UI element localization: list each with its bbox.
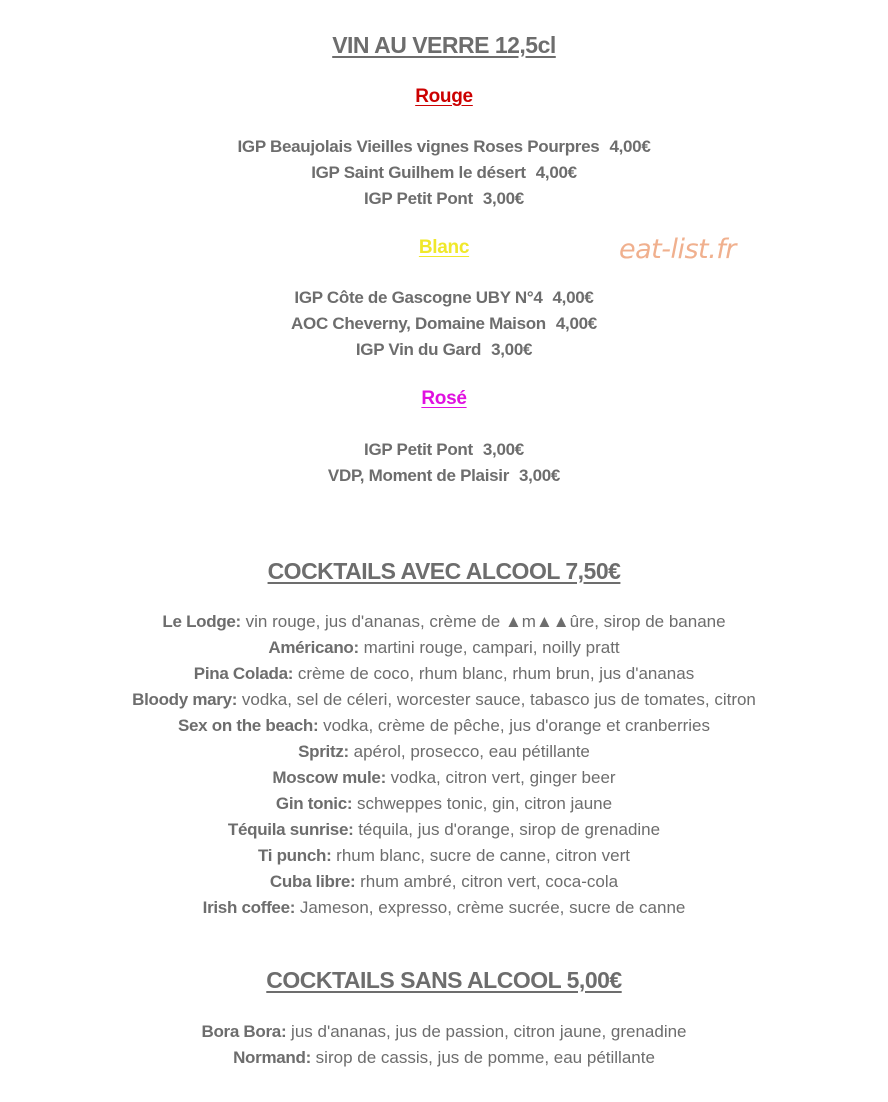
cocktail-item [0,1019,888,1045]
wine-item [0,437,888,463]
cocktail-desc: vodka, crème de pêche, jus d'orange et cranberries [318,716,711,735]
wine-section-title: VIN AU VERRE 12,5cl [332,32,556,58]
wine-name: IGP Saint Guilhem le désert [311,163,526,182]
rose-heading: Rosé [421,388,467,409]
cocktail-name: Normand: [233,1048,311,1067]
wine-price: 4,00€ [555,314,597,333]
wine-item [0,285,888,311]
cocktail-desc: rhum blanc, sucre de canne, citron vert [331,846,631,865]
cocktail-desc: schweppes tonic, gin, citron jaune [352,794,613,813]
cocktail-name: Bora Bora: [201,1022,287,1041]
wine-price: 4,00€ [535,163,577,182]
cocktail-name: Sex on the beach: [177,716,319,735]
wine-item [0,160,888,186]
cocktail-name: Téquila sunrise: [227,820,354,839]
cocktail-desc: téquila, jus d'orange, sirop de grenadine [353,820,661,839]
cocktail-desc: vodka, citron vert, ginger beer [385,768,616,787]
cocktail-name: Moscow mule: [272,768,386,787]
cocktail-name: Ti punch: [257,846,332,865]
wine-name: IGP Vin du Gard [355,340,482,359]
cocktail-item [0,609,888,635]
cocktail-name: Spritz: [298,742,349,761]
cocktail-item [0,817,888,843]
watermark: eat-list.fr [619,234,736,265]
wine-name: AOC Cheverny, Domaine Maison [291,314,546,333]
wine-name: IGP Côte de Gascogne UBY N°4 [294,288,543,307]
cocktail-item [0,687,888,713]
wine-price: 4,00€ [552,288,594,307]
wine-price: 3,00€ [519,466,561,485]
cocktail-item [0,791,888,817]
wine-price: 4,00€ [609,137,651,156]
cocktail-item [0,765,888,791]
cocktail-desc: rhum ambré, citron vert, coca-cola [355,872,619,891]
cocktail-desc: jus d'ananas, jus de passion, citron jaune, grenadine [286,1022,687,1041]
cocktail-desc: apérol, prosecco, eau pétillante [348,742,590,761]
wine-price: 3,00€ [482,440,524,459]
cocktails-sans-alcool-title: COCKTAILS SANS ALCOOL 5,00€ [266,967,622,993]
cocktail-name: Américano: [268,638,359,657]
wine-item [0,186,888,212]
cocktails-alcool-title: COCKTAILS AVEC ALCOOL 7,50€ [267,558,621,584]
wine-item [0,463,888,489]
cocktail-desc: vin rouge, jus d'ananas, crème de ▲m▲▲ûre, sirop de banane [240,612,726,631]
cocktail-item [0,843,888,869]
cocktail-item [0,739,888,765]
cocktail-desc: vodka, sel de céleri, worcester sauce, tabasco jus de tomates, citron [237,690,756,709]
cocktail-name: Irish coffee: [202,898,296,917]
wine-price: 3,00€ [491,340,533,359]
wine-price: 3,00€ [482,189,524,208]
wine-item [0,134,888,160]
cocktail-name: Bloody mary: [132,690,238,709]
cocktail-desc: sirop de cassis, jus de pomme, eau pétillante [310,1048,655,1067]
cocktail-item [0,1045,888,1071]
cocktail-name: Cuba libre: [269,872,356,891]
cocktail-item [0,661,888,687]
wine-item [0,311,888,337]
cocktail-item [0,869,888,895]
cocktail-name: Pina Colada: [193,664,294,683]
blanc-heading: Blanc [418,237,470,258]
cocktail-item [0,713,888,739]
cocktail-name: Le Lodge: [162,612,241,631]
wine-name: IGP Petit Pont [364,189,473,208]
cocktail-item [0,895,888,921]
wine-item [0,337,888,363]
cocktail-desc: crème de coco, rhum blanc, rhum brun, jus d'ananas [293,664,695,683]
wine-name: IGP Beaujolais Vieilles vignes Roses Pourpres [237,137,600,156]
wine-name: VDP, Moment de Plaisir [327,466,510,485]
cocktail-name: Gin tonic: [275,794,353,813]
cocktail-desc: martini rouge, campari, noilly pratt [358,638,620,657]
cocktail-desc: Jameson, expresso, crème sucrée, sucre de canne [295,898,686,917]
rouge-heading: Rouge [415,86,473,107]
cocktail-item [0,635,888,661]
wine-name: IGP Petit Pont [364,440,473,459]
